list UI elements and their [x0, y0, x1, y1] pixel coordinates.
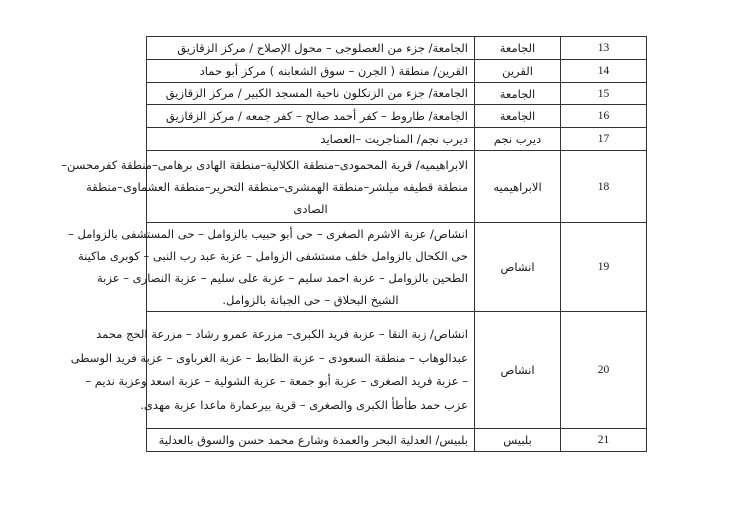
center-name: الجامعة [475, 37, 561, 60]
area-description: بلبيس/ العدلية البحر والعمدة وشارع محمد حسن والسوق بالعدلية [147, 429, 475, 452]
row-number: 18 [561, 151, 647, 223]
table-row [147, 83, 647, 105]
description-line: حى الكحال بالزوامل خلف مستشفى الزوامل – عزبة عبد رب النبى – كوبرى ماكينة [77, 249, 468, 263]
center-name: انشاص [475, 223, 561, 312]
row-number: 14 [561, 60, 647, 83]
table-row [147, 105, 647, 128]
center-name: انشاص [475, 312, 561, 429]
table-row [147, 312, 647, 429]
description-line: انشاص/ عزبة الاشرم الصغرى – حى أبو حبيب بالزوامل – حى المستشفى بالزوامل – [68, 227, 468, 241]
area-description: الجامعة/ طاروط – كفر أحمد صالح – كفر جمعه / مركز الزقازيق [147, 105, 475, 128]
description-line: الطحين بالزوامل – عزبة احمد سليم – عزبة على سليم – عزبة النصارى – عزبة [97, 271, 468, 285]
center-name: القرين [475, 60, 561, 83]
area-description: ديرب نجم/ المناجريت –العصايد [147, 128, 475, 151]
description-line: الابراهيميه/ قرية المحمودى–منطقة الكلالية–منطقة الهادى برهامى–منطقة كفرمحسن– [61, 157, 468, 172]
row-number: 17 [561, 128, 647, 151]
table-row [147, 429, 647, 452]
area-description [68, 223, 475, 312]
table-row [147, 151, 647, 223]
row-number: 19 [561, 223, 647, 312]
center-name: بلبيس [475, 429, 561, 452]
area-description: القرين/ منطقة ( الجرن – سوق الشعابنه ) مركز أبو حماد [147, 60, 475, 83]
description-line: انشاص/ زبة النقا – عزبة فريد الكبرى– مزرعة عمرو رشاد – مزرعة الحج محمد [96, 327, 468, 341]
table-row [147, 60, 647, 83]
center-name: الابراهيميه [475, 151, 561, 223]
area-description [70, 312, 475, 429]
row-number: 20 [561, 312, 647, 429]
description-line: – عزبة فريد الصغرى – عزبة أبو جمعة – عزبة الشولية – عزبة اسعد وعزبة نديم – [85, 374, 468, 388]
regions-table [61, 36, 647, 452]
row-number: 15 [561, 83, 647, 105]
area-description: الجامعة/ جزء من العصلوجى – محول الإصلاح / مركز الزقازيق [147, 37, 475, 60]
area-description [61, 151, 475, 223]
table-row [147, 223, 647, 312]
description-line: الصادى [293, 201, 328, 216]
area-description: الجامعة/ جزء من الزنكلون ناحية المسجد الكبير / مركز الزقازيق [147, 83, 475, 105]
description-line: عزب حمد طأطأ الكبرى والصغرى – قرية بيرعمارة ماعدا عزبة مهدى. [140, 397, 468, 412]
center-name: ديرب نجم [475, 128, 561, 151]
table-row [147, 37, 647, 60]
row-number: 16 [561, 105, 647, 128]
description-line: منطقة قطيفه ميلشر–منطقة الهمشرى–منطقة التحرير–منطقة العشماوى–منطقة [86, 179, 468, 194]
row-number: 13 [561, 37, 647, 60]
description-line: عبدالوهاب – منطقة السعودى – عزبة الظابط – عزبة الغرباوى – عزبة فريد الوسطى [70, 350, 468, 365]
center-name: الجامعة [475, 83, 561, 105]
center-name: الجامعة [475, 105, 561, 128]
row-number: 21 [561, 429, 647, 452]
table-row [147, 128, 647, 151]
description-line: الشيخ البحلاق – حى الجبانة بالزوامل. [222, 293, 399, 307]
